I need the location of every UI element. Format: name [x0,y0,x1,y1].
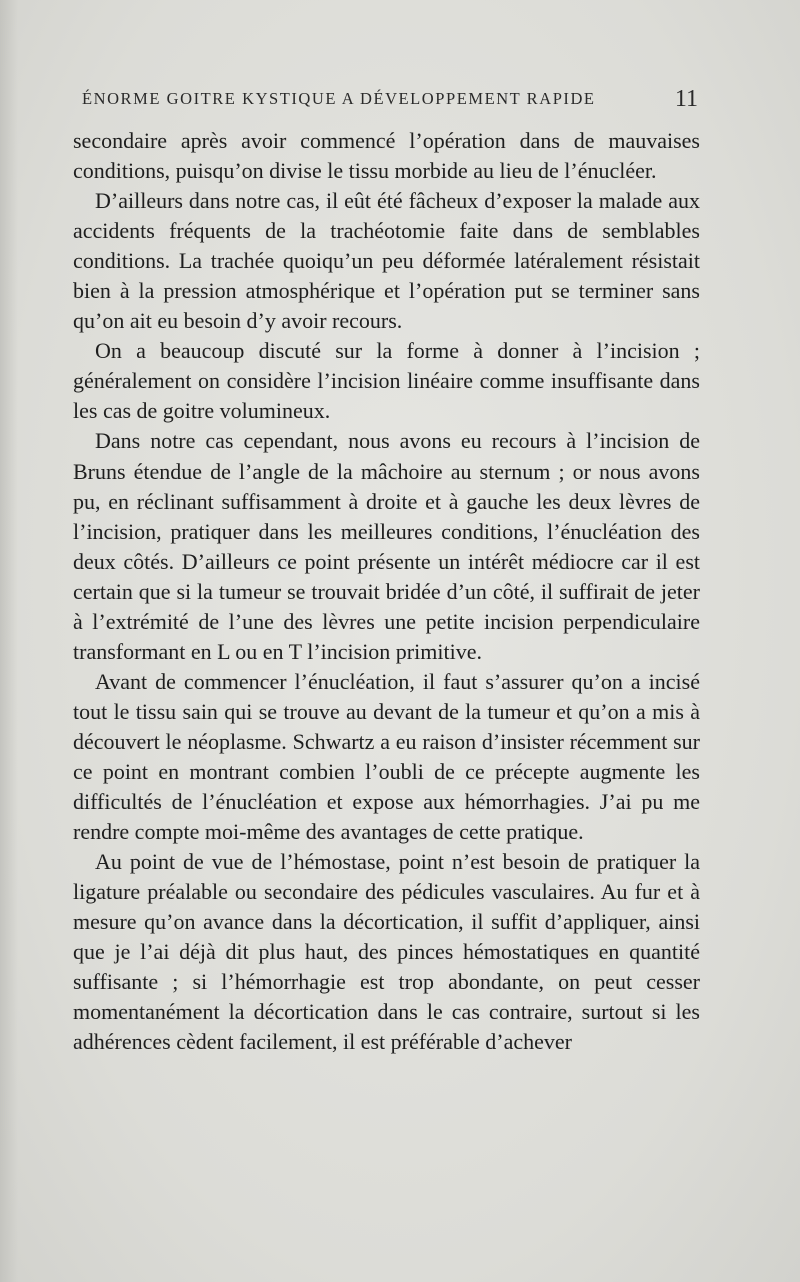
page-header [82,84,698,114]
page-gutter-shadow [0,0,18,1282]
paragraph-continuation: secondaire après avoir commencé l’opération dans de mauvaises conditions, puisqu’on divise le tissu morbide au lieu de l’énucléer. [73,128,700,184]
paragraph: Au point de vue de l’hémostase, point n’est besoin de pratiquer la ligature préalable ou secondaire des pédicules vasculaires. Au fur et à mesure qu’on avance dans la décortication, il suffit d’appliquer, ainsi que je l’ai déjà dit plus haut, des pinces hémostatiques en quantité suffisante ; si l’hémorrhagie est trop abondante, on peut cesser momentanément la décortication dans le cas contraire, surtout si les adhérences cèdent facilement, il est préférable d’achever [73,849,700,1055]
running-title: ÉNORME GOITRE KYSTIQUE A DÉVELOPPEMENT RAPIDE [82,89,596,108]
paragraph: D’ailleurs dans notre cas, il eût été fâcheux d’exposer la malade aux accidents fréquents de la trachéotomie faite dans de semblables conditions. La trachée quoiqu’un peu déformée latéralement résistait bien à la pression atmosphérique et l’opération put se terminer sans qu’on ait eu besoin d’y avoir recours. [73,188,700,334]
page-number: 11 [674,86,698,112]
body-text [73,126,700,1057]
paragraph: On a beaucoup discuté sur la forme à donner à l’incision ; généralement on considère l’incision linéaire comme insuffisante dans les cas de goitre volumineux. [73,338,700,424]
paragraph: Dans notre cas cependant, nous avons eu recours à l’incision de Bruns étendue de l’angle de la mâchoire au sternum ; or nous avons pu, en réclinant suffisamment à droite et à gauche les deux lèvres de l’incision, pratiquer dans les meilleures conditions, l’énucléation des deux côtés. D’ailleurs ce point présente un intérêt médiocre car il est certain que si la tumeur se trouvait bridée d’un côté, il suffirait de jeter à l’extrémité de l’une des lèvres une petite incision perpendiculaire transformant en L ou en T l’incision primitive. [73,428,700,664]
paragraph: Avant de commencer l’énucléation, il faut s’assurer qu’on a incisé tout le tissu sain qui se trouve au devant de la tumeur et qu’on a mis à découvert le néoplasme. Schwartz a eu raison d’insister récemment sur ce point en montrant combien l’oubli de ce précepte augmente les difficultés de l’énucléation et expose aux hémorrhagies. J’ai pu me rendre compte moi-même des avantages de cette pratique. [73,668,700,845]
